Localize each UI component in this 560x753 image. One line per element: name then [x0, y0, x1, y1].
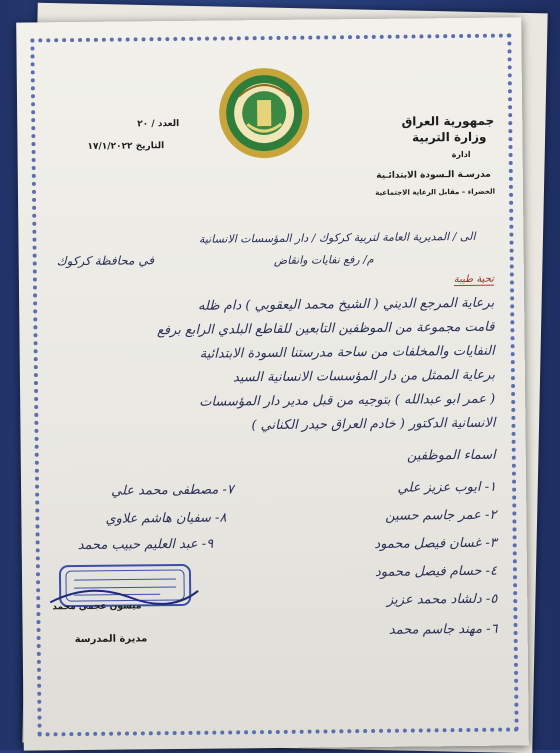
signature-title: مديرة المدرسة	[74, 633, 148, 646]
school-address: الخضراء – مقابل الرعاية الاجتماعية	[375, 187, 496, 197]
subject-line: م/ رفع نفايات وانقاض	[273, 252, 374, 267]
ministry-name: وزارة التربية	[412, 129, 487, 145]
number-label: العدد / ٢٠	[137, 118, 180, 130]
date-label: التاريخ ١٧/١/٢٠٢٢	[87, 141, 165, 152]
employee-item: ٢- عمر جاسم حسين	[385, 507, 497, 524]
body-line: النفايات والمخلفات من ساحة مدرستنا السودة الابتدائية	[199, 343, 495, 362]
school-name: مدرسـة الـسودة الابتدائـية	[376, 169, 491, 181]
letter-sheet	[16, 17, 529, 750]
greeting: تحية طيبة	[453, 273, 494, 286]
country-name: جمهورية العراق	[401, 113, 495, 129]
body-line: ( عمر ابو عبدالله ) بتوجيه من قبل مدير دار المؤسسات	[199, 391, 496, 410]
employee-item: ٩- عبد العليم حبيب محمد	[77, 536, 214, 554]
employee-item: ٥- دلشاد محمد عزيز	[386, 591, 498, 608]
employee-item: ٤- حسام فيصل محمود	[374, 563, 498, 580]
employee-item: ٧- مصطفى محمد علي	[111, 482, 234, 499]
ministry-logo-icon	[217, 66, 312, 161]
body-line: برعاية الممثل من دار المؤسسات الانسانية السيد	[232, 367, 495, 386]
addressee-line-2: في محافظة كركوك	[56, 253, 155, 269]
body-line: الانسانية الدكتور ( خادم العراق حيدر الكناني )	[251, 415, 496, 434]
employee-item: ٦- مهند جاسم محمد	[388, 621, 498, 638]
administration-label: ادارة	[451, 149, 471, 160]
addressee-line: الى / المديرية العامة لتربية كركوك / دار المؤسسات الانسانية	[198, 229, 476, 246]
employee-item: ١- ايوب عزيز علي	[397, 479, 497, 496]
signature-name: ميسون عجمي محمد	[52, 601, 142, 613]
body-line: برعاية المرجع الديني ( الشيخ محمد اليعقوبي ) دام ظله	[197, 295, 495, 314]
body-line: قامت مجموعة من الموظفين التابعين للقاطع البلدي الرابع برفع	[156, 319, 495, 339]
employee-item: ٨- سفيان هاشم علاوي	[105, 510, 227, 527]
employee-item: ٣- غسان فيصل محمود	[374, 535, 497, 552]
employees-list-title: اسماء الموظفين	[406, 447, 496, 464]
